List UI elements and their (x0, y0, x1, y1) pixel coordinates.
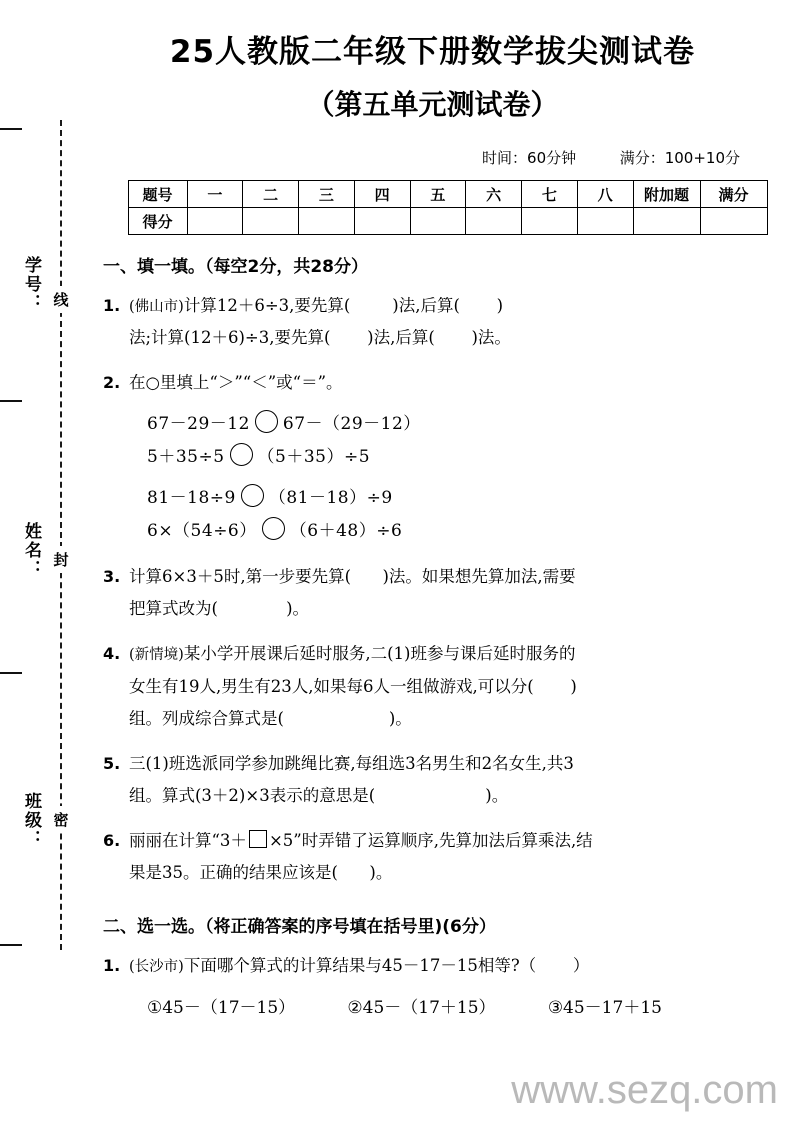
question-source: (新情境) (129, 647, 184, 664)
score-cell[interactable] (633, 208, 700, 235)
question-1-6 (103, 825, 800, 889)
class-label: 班级： (21, 792, 41, 849)
margin-tick (0, 400, 22, 402)
question-source: (佛山市) (129, 299, 184, 315)
score-table-col-2: 二 (243, 181, 299, 208)
question-1-3 (103, 561, 800, 625)
section-heading-fill-in: 一、填一填。（每空2分，共28分） (103, 257, 368, 277)
compare-right: 67－（29－12） (282, 413, 421, 434)
question-line (129, 825, 800, 857)
question-number: 1. (103, 955, 121, 975)
question-source: (长沙市) (129, 958, 184, 975)
compare-item[interactable] (147, 482, 477, 515)
compare-left: 5＋35÷5 (147, 446, 225, 467)
question-number: 2. (103, 373, 121, 393)
margin-tick (0, 944, 22, 946)
score-cell[interactable] (187, 208, 243, 235)
question-1-2 (103, 367, 800, 548)
score-cell[interactable] (577, 208, 633, 235)
question-line: 组。列成综合算式是( )。 (129, 708, 412, 728)
question-number: 5. (103, 753, 121, 773)
compare-left: 81－18÷9 (147, 487, 236, 508)
choice-option-3[interactable]: ③45－17＋15 (547, 997, 662, 1018)
score-cell[interactable] (354, 208, 410, 235)
question-2-1 (103, 950, 800, 1025)
compare-circle-blank[interactable] (262, 517, 285, 540)
question-line (129, 638, 800, 670)
exam-time: 时间：60分钟 (482, 149, 577, 167)
score-table-row-label: 得分 (128, 208, 187, 235)
margin-tick (0, 128, 22, 130)
question-line: 三(1)班选派同学参加跳绳比赛,每组选3名男生和2名女生,共3 (129, 753, 574, 773)
score-cell[interactable] (410, 208, 466, 235)
compare-circle-blank[interactable] (230, 443, 253, 466)
question-number: 1. (103, 296, 121, 315)
question-line: 女生有19人,男生有23人,如果每6人一组做游戏,可以分( ) (129, 676, 577, 696)
compare-circle-blank[interactable] (255, 410, 278, 433)
choice-row (147, 992, 800, 1025)
compare-left: 6×（54÷6） (147, 520, 257, 541)
compare-right: （6＋48）÷6 (289, 520, 403, 541)
seal-char-xian: 线 (50, 286, 72, 313)
table-row-score (128, 208, 767, 235)
question-number: 4. (103, 644, 121, 664)
score-cell[interactable] (243, 208, 299, 235)
question-line: 把算式改为( )。 (129, 599, 310, 619)
score-cell[interactable] (700, 208, 767, 235)
question-text-b: ×5”时弄错了运算顺序,先算加法后算乘法,结 (268, 831, 593, 851)
score-table-col-bonus: 附加题 (633, 181, 700, 208)
score-table-col-8: 八 (577, 181, 633, 208)
page-title: 25人教版二年级下册数学拔尖测试卷 (169, 34, 696, 70)
margin-tick (0, 672, 22, 674)
question-line: 果是35。正确的结果应该是( )。 (129, 863, 393, 883)
compare-row-2 (147, 482, 800, 548)
score-table-col-1: 一 (187, 181, 243, 208)
choice-option-1[interactable]: ①45－（17－15） (147, 997, 296, 1018)
score-table-col-total: 满分 (700, 181, 767, 208)
question-1-5 (103, 748, 800, 812)
question-number: 6. (103, 831, 121, 851)
question-text: 计算12＋6÷3,要先算( )法,后算( ) (183, 296, 504, 315)
choice-option-2[interactable]: ②45－（17＋15） (347, 997, 496, 1018)
compare-right: （81－18）÷9 (268, 487, 393, 508)
question-text: 下面哪个算式的计算结果与45－17－15相等?（ ） (183, 955, 590, 975)
score-table-col-7: 七 (522, 181, 578, 208)
compare-item[interactable] (147, 515, 477, 548)
question-line: 法;计算(12＋6)÷3,要先算( )法,后算( )法。 (129, 328, 511, 348)
score-table-col-5: 五 (410, 181, 466, 208)
left-margin-seal-area (0, 0, 95, 1131)
exam-full-score: 满分：100+10分 (619, 149, 740, 167)
question-line: 组。算式(3＋2)×3表示的意思是( )。 (129, 786, 509, 806)
question-1-4 (103, 638, 800, 735)
exam-meta (95, 147, 800, 168)
seal-char-mi: 密 (50, 806, 72, 833)
student-name-label: 姓名： (21, 522, 41, 579)
score-cell[interactable] (522, 208, 578, 235)
compare-left: 67－29－12 (147, 413, 250, 434)
score-table-col-6: 六 (466, 181, 522, 208)
watermark: www.sezq.com (511, 1068, 778, 1112)
compare-right: （5＋35）÷5 (257, 446, 371, 467)
score-table-col-3: 三 (299, 181, 355, 208)
question-text: 在○里填上“＞”“＜”或“＝”。 (129, 373, 343, 393)
compare-circle-blank[interactable] (241, 484, 264, 507)
question-line (129, 950, 800, 982)
score-table-row-label: 题号 (128, 181, 187, 208)
page-subtitle: （第五单元测试卷） (306, 88, 559, 121)
compare-item[interactable] (147, 408, 477, 441)
exam-sheet (95, 0, 800, 1131)
compare-item[interactable] (147, 441, 477, 474)
section-heading-multiple-choice: 二、选一选。（将正确答案的序号填在括号里)(6分） (103, 916, 496, 937)
student-id-label: 学号： (21, 256, 41, 313)
square-blank-box[interactable] (249, 830, 267, 848)
score-cell[interactable] (299, 208, 355, 235)
score-cell[interactable] (466, 208, 522, 235)
question-text-a: 丽丽在计算“3＋ (129, 831, 247, 851)
compare-row-1 (147, 408, 800, 474)
seal-char-feng: 封 (50, 546, 72, 573)
question-line: 计算6×3＋5时,第一步要先算( )法。如果想先算加法,需要 (129, 567, 576, 587)
score-table (128, 180, 768, 235)
question-line (129, 290, 800, 322)
question-text: 某小学开展课后延时服务,二(1)班参与课后延时服务的 (183, 644, 576, 664)
question-1-1 (103, 290, 800, 354)
score-table-col-4: 四 (354, 181, 410, 208)
question-number: 3. (103, 567, 121, 587)
table-row-header (128, 181, 767, 208)
